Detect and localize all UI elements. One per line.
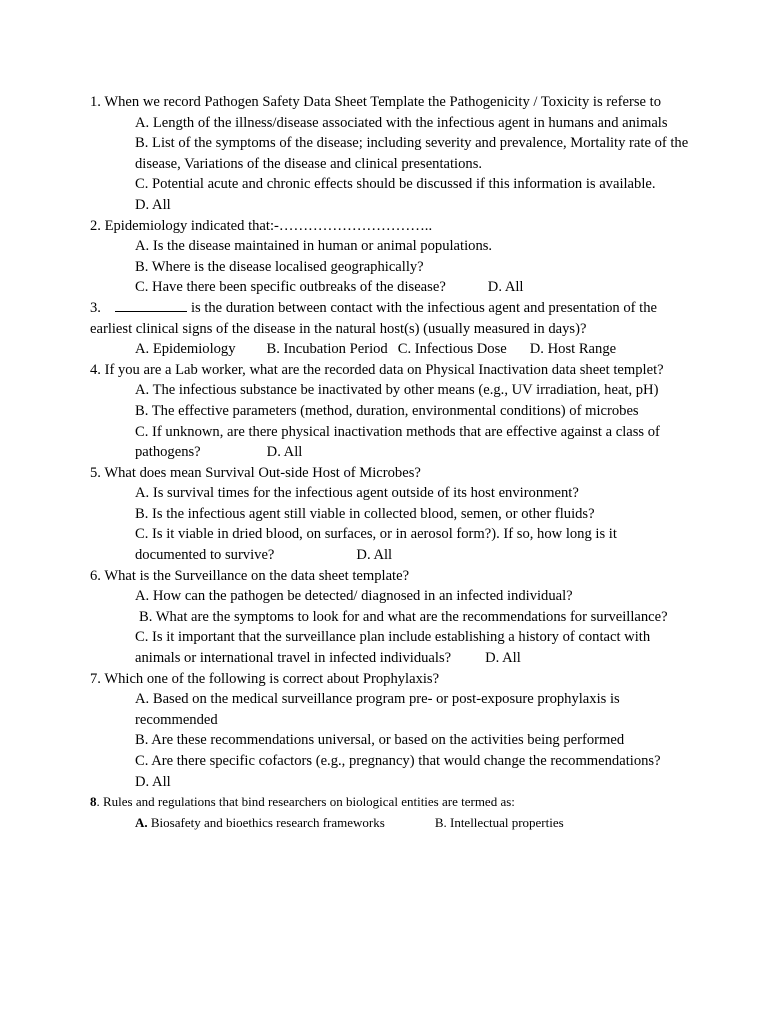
question-8-option-b-letter: B [434, 814, 444, 830]
question-1-option-c: C. Potential acute and chronic effects should be discussed if this information is available. [135, 176, 656, 193]
question-3-blank [115, 298, 187, 312]
question-7-option-a: A. Based on the medical surveillance program pre- or post-exposure prophylaxis is recommended [135, 691, 620, 728]
question-7-stem: 7. Which one of the following is correct about Prophylaxis? [90, 670, 440, 687]
question-4-option-b: B. The effective parameters (method, duration, environmental conditions) of microbes [135, 402, 639, 419]
question-4-options-cd [90, 422, 690, 463]
question-6-option-c: C. Is it important that the surveillance plan include establishing a history of contact with animals or international travel in infected individuals? [135, 629, 651, 667]
question-1-option-d: D. All [135, 196, 171, 213]
question-3-option-a: A. Epidemiology [135, 341, 236, 358]
question-5-options-cd [90, 524, 690, 565]
question-2-options-cd [90, 277, 690, 298]
question-4-option-a: A. The infectious substance be inactivated by other means (e.g., UV irradiation, heat, pH) [135, 382, 659, 399]
question-7-option-c: C. Are there specific cofactors (e.g., pregnancy) that would change the recommendations? [135, 753, 661, 769]
question-3-options [90, 339, 690, 360]
question-7-option-b: B. Are these recommendations universal, or based on the activities being performed [135, 732, 625, 749]
question-2-option-c: C. Have there been specific outbreaks of the disease? [135, 279, 446, 296]
question-6-stem: 6. What is the Surveillance on the data sheet template? [90, 567, 410, 584]
question-4-option-d: D. All [266, 444, 303, 461]
question-6-option-a: A. How can the pathogen be detected/ diagnosed in an infected individual? [135, 588, 573, 605]
question-2-option-b: B. Where is the disease localised geographically? [135, 258, 424, 275]
question-6-option-d: D. All [485, 650, 521, 667]
question-1-option-a: A. Length of the illness/disease associated with the infectious agent in humans and animals [135, 114, 668, 131]
question-8-number: 8 [90, 794, 97, 810]
question-5-option-c: C. Is it viable in dried blood, on surfaces, or in aerosol form?). If so, how long is it documented to survive? [135, 526, 617, 564]
question-1-option-b: B. List of the symptoms of the disease; including severity and prevalence, Mortality rate of the disease, Variations of the disease and clinical presentations. [135, 135, 689, 172]
question-2-option-d: D. All [487, 279, 524, 296]
question-8-stem-text: . Rules and regulations that bind researchers on biological entities are termed as: [96, 794, 515, 810]
question-list [90, 92, 690, 833]
question-6-options-cd [90, 627, 690, 668]
question-8-option-b-text: . Intellectual properties [443, 814, 564, 830]
question-3-option-b: B. Incubation Period [266, 341, 388, 358]
question-8-options [90, 813, 690, 834]
question-4-option-c: C. If unknown, are there physical inactivation methods that are effective against a class of pathogens? [135, 423, 660, 461]
question-5-stem: 5. What does mean Survival Out-side Host of Microbes? [90, 464, 421, 481]
question-5-option-b: B. Is the infectious agent still viable in collected blood, semen, or other fluids? [135, 505, 595, 522]
question-3-option-d: D. Host Range [529, 341, 617, 358]
question-7-option-d: D. All [135, 773, 171, 790]
question-8-option-a-text: Biosafety and bioethics research frameworks [150, 814, 385, 830]
question-4-stem: 4. If you are a Lab worker, what are the recorded data on Physical Inactivation data sheet templet? [90, 361, 664, 378]
question-6-option-b: B. What are the symptoms to look for and what are the recommendations for surveillance? [139, 608, 668, 625]
question-3-stem [90, 298, 690, 339]
question-5-option-a: A. Is survival times for the infectious agent outside of its host environment? [135, 485, 579, 502]
question-5-option-d: D. All [356, 547, 393, 564]
question-1-stem: 1. When we record Pathogen Safety Data Sheet Template the Pathogenicity / Toxicity is referse to [90, 94, 662, 110]
question-3-stem-text: is the duration between contact with the infectious agent and presentation of the earliest clinical signs of the disease in the natural host(s) (usually measured in days)? [90, 299, 657, 337]
question-2-stem: 2. Epidemiology indicated that:-………………………….. [90, 217, 433, 234]
question-2-option-a: A. Is the disease maintained in human or animal populations. [135, 238, 493, 255]
question-3-option-c: C. Infectious Dose [397, 341, 507, 358]
question-8-option-a-letter: A. [135, 814, 148, 830]
question-3-number: 3. [90, 299, 101, 316]
question-8-stem [90, 792, 690, 813]
